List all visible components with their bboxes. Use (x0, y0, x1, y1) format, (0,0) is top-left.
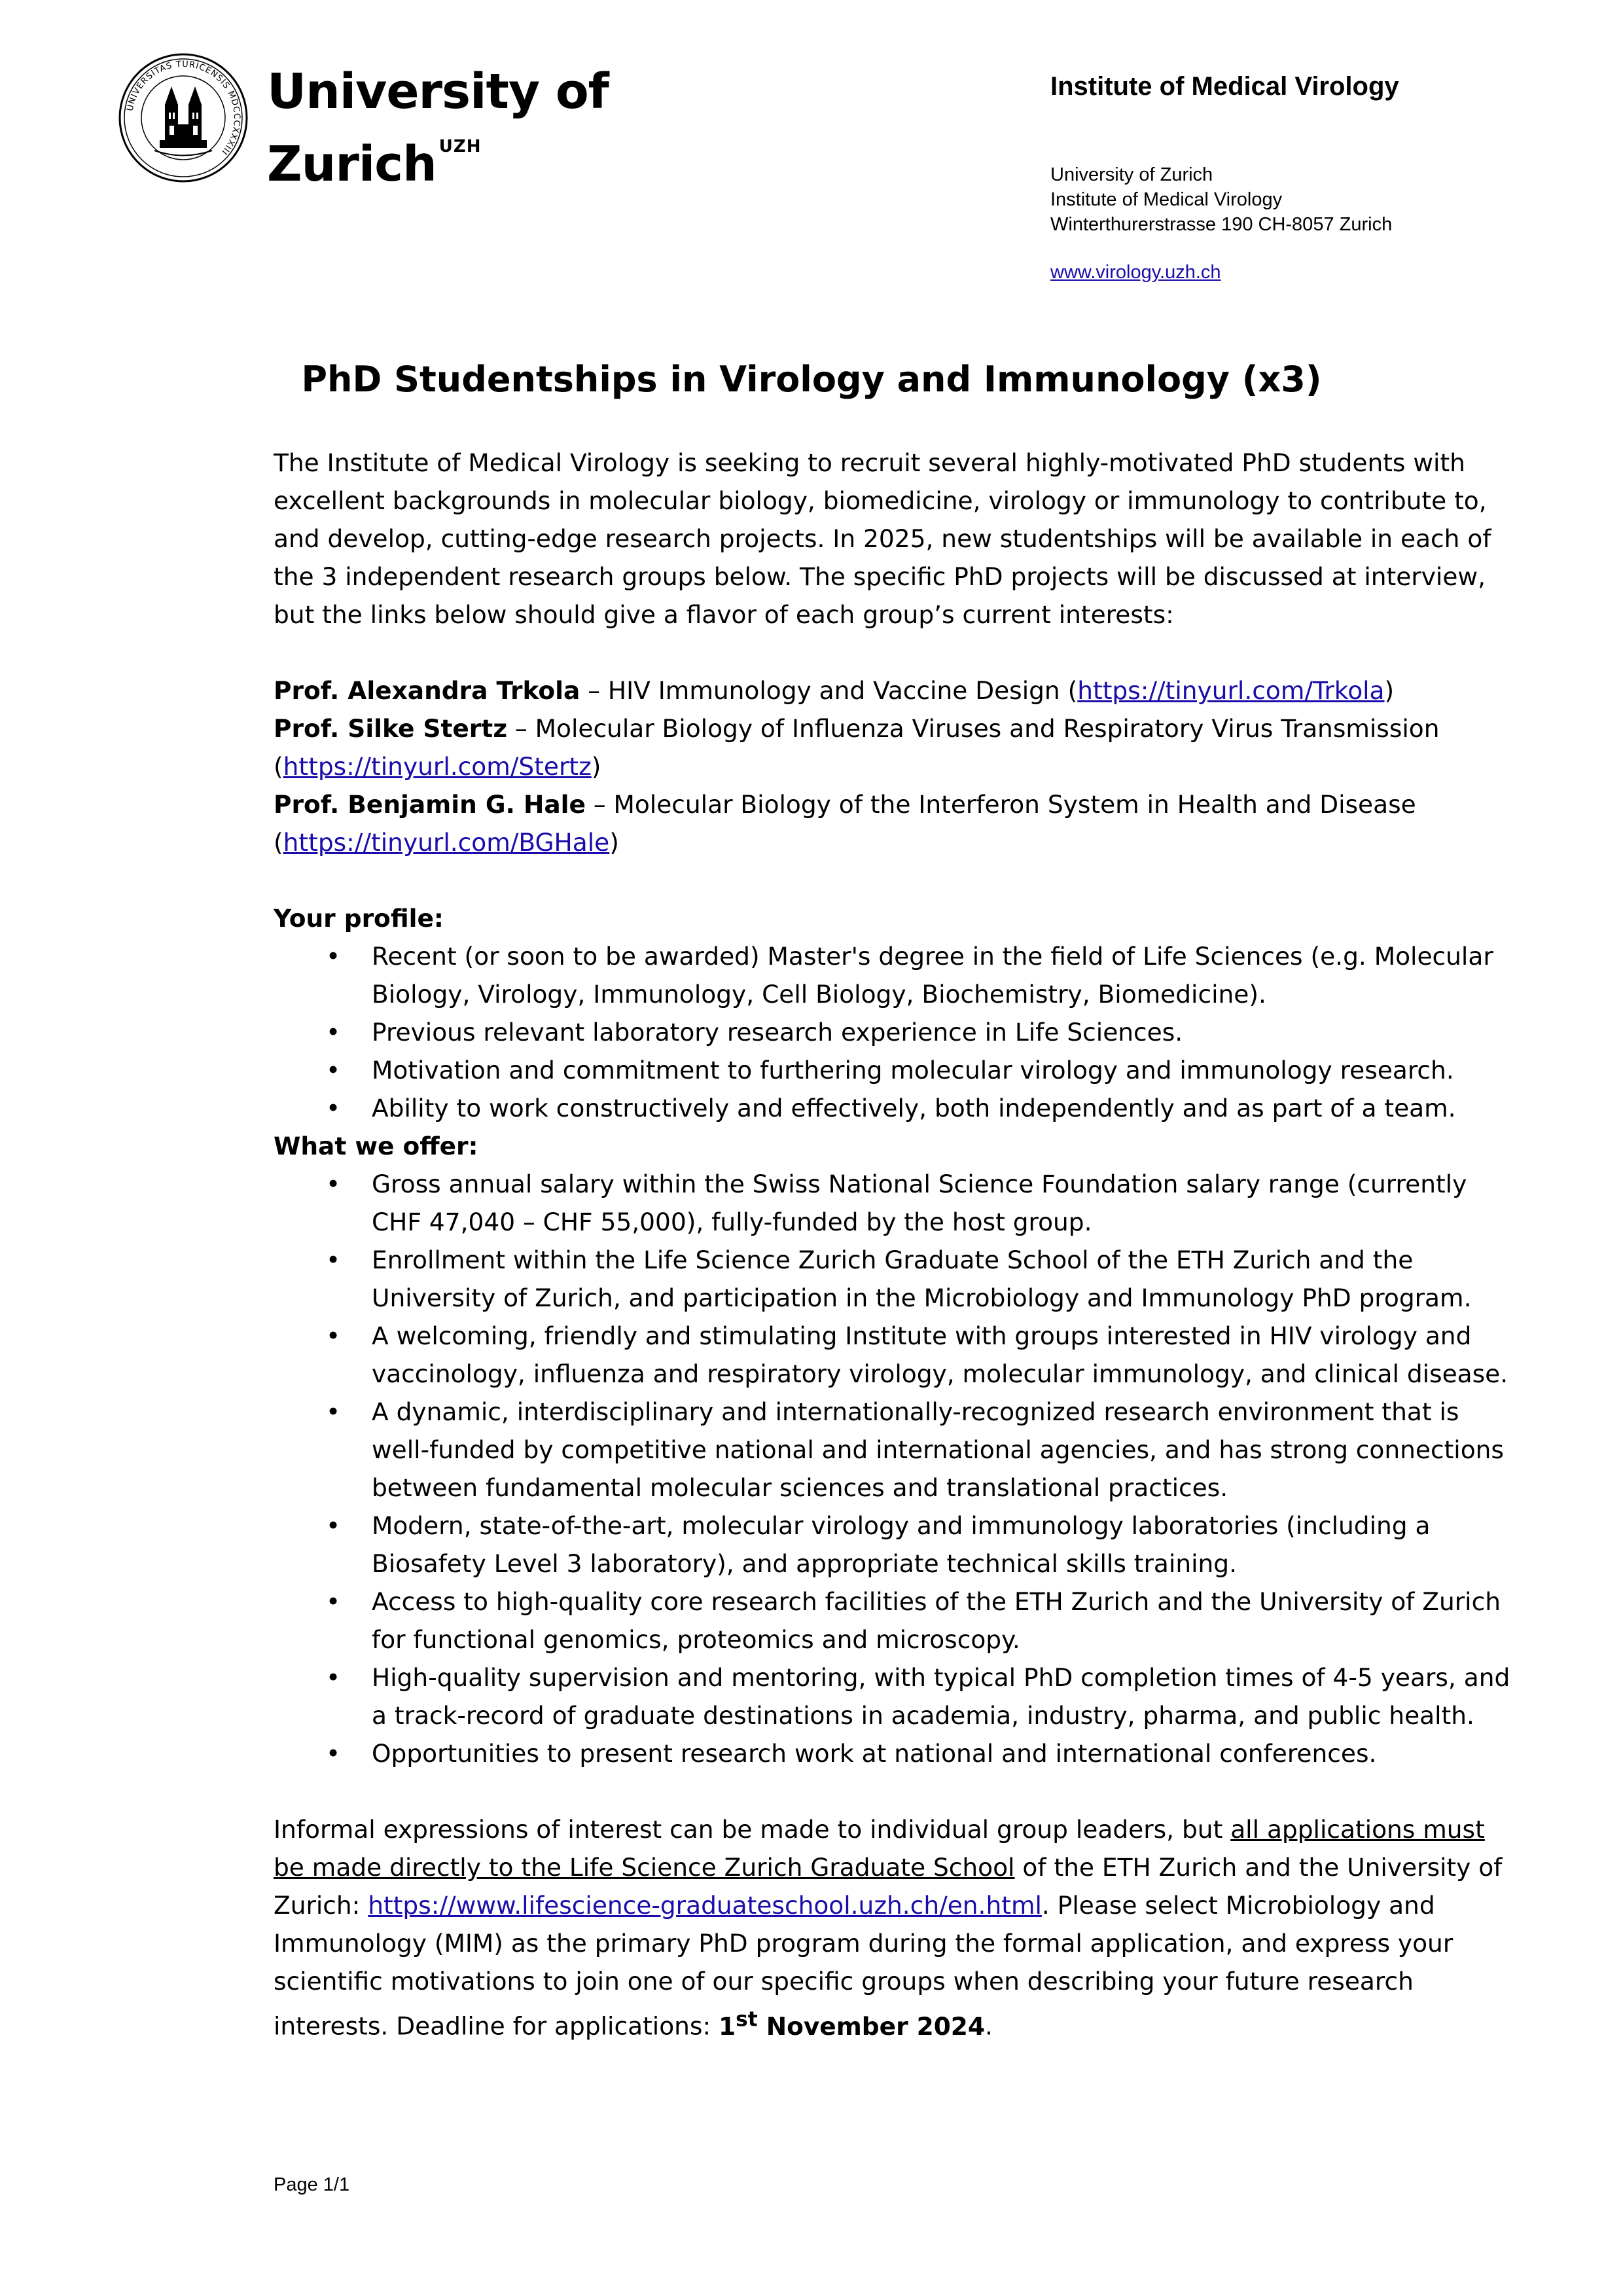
list-item: • Ability to work constructively and effectively, both independently and as part of a team. (274, 1089, 1517, 1127)
group-link[interactable]: https://tinyurl.com/BGHale (283, 828, 610, 857)
group-entry (274, 709, 1517, 785)
graduate-school-link[interactable]: https://www.lifescience-graduateschool.uzh.ch/en.html (368, 1891, 1042, 1920)
list-item: • A welcoming, friendly and stimulating Institute with groups interested in HIV virology and vaccinology, influenza and respiratory virology, molecular immunology, and clinical disease. (274, 1317, 1517, 1393)
group-topic: – HIV Immunology and Vaccine Design ( (580, 676, 1078, 705)
institute-address (1050, 162, 1392, 237)
address-line: University of Zurich (1050, 164, 1213, 185)
group-close: ) (1384, 676, 1395, 705)
group-link[interactable]: https://tinyurl.com/Stertz (283, 752, 592, 781)
group-leader-name: Prof. Benjamin G. Hale (274, 790, 586, 819)
university-name-line2: Zurich (267, 136, 437, 192)
profile-heading (274, 899, 1517, 937)
closing-text: Informal expressions of interest can be made to individual group leaders, but (274, 1815, 1231, 1844)
university-name (267, 64, 609, 192)
closing-text: . Please select Microbiology and Immunology (MIM) as the primary PhD program during the formal application, and express your scientific motivations to join one of our specific groups when describing your future research interests. Deadline for applications: (274, 1891, 1454, 2041)
institute-website-link[interactable]: www.virology.uzh.ch (1050, 262, 1221, 283)
svg-text:UNIVERSITAS TURICENSIS MDCCCXX: UNIVERSITAS TURICENSIS MDCCCXXXIII (125, 59, 242, 157)
application-requirement: all applications must be made directly to the Life Science Zurich Graduate School (274, 1815, 1485, 1882)
group-topic: – Molecular Biology of the Interferon System in Health and Disease ( (274, 790, 1416, 857)
group-leader-name: Prof. Silke Stertz (274, 714, 508, 743)
deadline (719, 2007, 985, 2041)
document-body (274, 444, 1517, 2045)
address-line: Institute of Medical Virology (1050, 189, 1283, 210)
list-item: • Modern, state-of-the-art, molecular virology and immunology laboratories (including a Biosafety Level 3 laboratory), and appropriate technical skills training. (274, 1507, 1517, 1583)
list-item: • Recent (or soon to be awarded) Master's degree in the field of Life Sciences (e.g. Molecular Biology, Virology, Immunology, Cell Biology, Biochemistry, Biomedicine). (274, 937, 1517, 1013)
list-item: • A dynamic, interdisciplinary and internationally-recognized research environment that is well-funded by competitive national and international agencies, and has strong connections between fundamental molecular sciences and translational practices. (274, 1393, 1517, 1507)
deadline-date: November 2024 (757, 2011, 985, 2041)
list-item: • High-quality supervision and mentoring, with typical PhD completion times of 4-5 years, and a track-record of graduate destinations in academia, industry, pharma, and public health. (274, 1659, 1517, 1734)
list-item: • Motivation and commitment to furthering molecular virology and immunology research. (274, 1051, 1517, 1089)
group-topic: – Molecular Biology of Influenza Viruses and Respiratory Virus Transmission ( (274, 714, 1440, 781)
address-line: Winterthurerstrasse 190 CH-8057 Zurich (1050, 214, 1393, 235)
profile-heading-text: Your profile: (274, 904, 444, 933)
university-logo (118, 52, 609, 192)
group-link[interactable]: https://tinyurl.com/Trkola (1077, 676, 1385, 705)
group-entry (274, 785, 1517, 861)
closing-end: . (985, 2011, 993, 2041)
closing-text: of the ETH Zurich and the University of Zurich: (274, 1853, 1503, 1920)
profile-list (274, 937, 1517, 1127)
document-title: PhD Studentships in Virology and Immunology (x3) (301, 359, 1322, 400)
offer-heading (274, 1127, 1517, 1165)
offer-heading-text: What we offer: (274, 1132, 478, 1160)
deadline-ordinal: st (736, 2007, 758, 2031)
offer-list (274, 1165, 1517, 1772)
list-item: • Previous relevant laboratory research experience in Life Sciences. (274, 1013, 1517, 1051)
deadline-day: 1 (719, 2011, 736, 2041)
list-item: • Gross annual salary within the Swiss National Science Foundation salary range (currently CHF 47,040 – CHF 55,000), fully-funded by the host group. (274, 1165, 1517, 1241)
university-name-line1: University of (267, 63, 609, 120)
institute-header: Institute of Medical Virology (1050, 72, 1399, 101)
list-item: • Opportunities to present research work at national and international conferences. (274, 1734, 1517, 1772)
university-seal-icon (118, 52, 249, 183)
group-entry (274, 672, 1517, 709)
page-number: Page 1/1 (274, 2174, 350, 2195)
group-close: ) (609, 828, 619, 857)
list-item: • Enrollment within the Life Science Zurich Graduate School of the ETH Zurich and the University of Zurich, and participation in the Microbiology and Immunology PhD program. (274, 1241, 1517, 1317)
closing-paragraph (274, 1810, 1517, 2045)
list-item: • Access to high-quality core research facilities of the ETH Zurich and the University of Zurich for functional genomics, proteomics and microscopy. (274, 1583, 1517, 1659)
intro-paragraph: The Institute of Medical Virology is seeking to recruit several highly-motivated PhD students with excellent backgrounds in molecular biology, biomedicine, virology or immunology to contribute to, and develop, cutting-edge research projects. In 2025, new studentships will be available in each of the 3 independent research groups below. The specific PhD projects will be discussed at interview, but the links below should give a flavor of each group’s current interests: (274, 448, 1491, 629)
uzh-superscript: UZH (438, 137, 482, 156)
group-leader-name: Prof. Alexandra Trkola (274, 676, 580, 705)
group-close: ) (591, 752, 601, 781)
